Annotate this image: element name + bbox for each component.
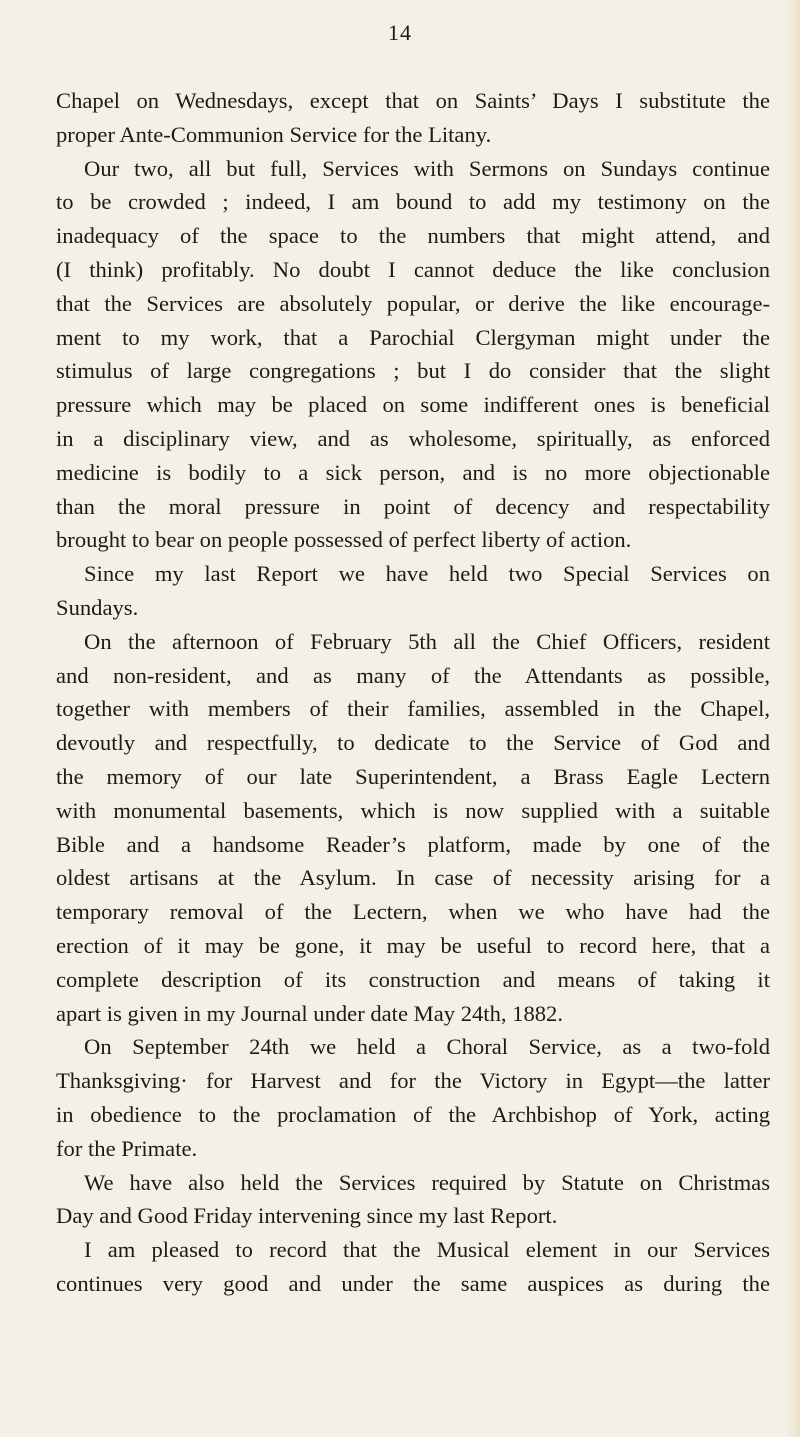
text-line: temporary removal of the Lectern, when we who have had the [56, 899, 770, 925]
text-line: than the moral pressure in point of decency and respectability [56, 493, 770, 519]
body-text [56, 84, 770, 1301]
text-line: inadequacy of the space to the numbers that might attend, and [56, 223, 770, 249]
text-line: Chapel on Wednesdays, except that on Saints’ Days I substitute the [56, 88, 770, 113]
text-line: apart is given in my Journal under date May 24th, 1882. [56, 1000, 564, 1026]
text-line: complete description of its construction and means of taking it [56, 966, 770, 992]
text-line: oldest artisans at the Asylum. In case of necessity arising for a [56, 865, 770, 891]
text-line: ment to my work, that a Parochial Clergyman might under the [56, 324, 770, 350]
text-line: brought to bear on people possessed of perfect liberty of action. [56, 527, 632, 553]
text-line: in a disciplinary view, and as wholesome, spiritually, as enforced [56, 425, 770, 451]
text-line: On the afternoon of February 5th all the Chief Officers, resident [84, 628, 770, 654]
text-line: On September 24th we held a Choral Service, as a two-fold [84, 1034, 770, 1060]
text-line: together with members of their families, assembled in the Chapel, [56, 696, 770, 722]
text-line: Day and Good Friday intervening since my last Report. [56, 1203, 558, 1229]
text-line: (I think) profitably. No doubt I cannot deduce the like conclusion [56, 256, 770, 282]
text-line: stimulus of large congregations ; but I do consider that the slight [56, 358, 770, 384]
text-line: pressure which may be placed on some indifferent ones is beneficial [56, 392, 770, 418]
text-line: Bible and a handsome Reader’s platform, made by one of the [56, 831, 770, 857]
text-line: Thanksgiving· for Harvest and for the Victory in Egypt—the latter [56, 1068, 770, 1094]
page-number: 14 [388, 20, 412, 45]
text-line: the memory of our late Superintendent, a Brass Eagle Lectern [56, 763, 770, 789]
text-line: medicine is bodily to a sick person, and is no more objectionable [56, 459, 770, 485]
page-edge-discoloration [786, 0, 800, 1437]
text-line: in obedience to the proclamation of the Archbishop of York, acting [56, 1101, 770, 1127]
text-line: Sundays. [56, 594, 139, 620]
text-line: I am pleased to record that the Musical element in our Services [84, 1237, 770, 1263]
text-line: erection of it may be gone, it may be useful to record here, that a [56, 932, 770, 958]
text-line: Our two, all but full, Services with Sermons on Sundays continue [84, 155, 770, 181]
text-line: devoutly and respectfully, to dedicate to the Service of God and [56, 730, 770, 756]
text-line: with monumental basements, which is now supplied with a suitable [56, 797, 770, 823]
text-line: to be crowded ; indeed, I am bound to add my testimony on the [56, 189, 770, 215]
text-line: continues very good and under the same auspices as during the [56, 1270, 770, 1296]
text-line: and non-resident, and as many of the Attendants as possible, [56, 662, 770, 688]
text-line: that the Services are absolutely popular, or derive the like encourage- [56, 290, 770, 316]
text-line: Since my last Report we have held two Special Services on [84, 561, 770, 587]
text-line: for the Primate. [56, 1135, 198, 1161]
text-line: proper Ante-Communion Service for the Litany. [56, 121, 492, 147]
text-line: We have also held the Services required by Statute on Christmas [84, 1169, 770, 1195]
